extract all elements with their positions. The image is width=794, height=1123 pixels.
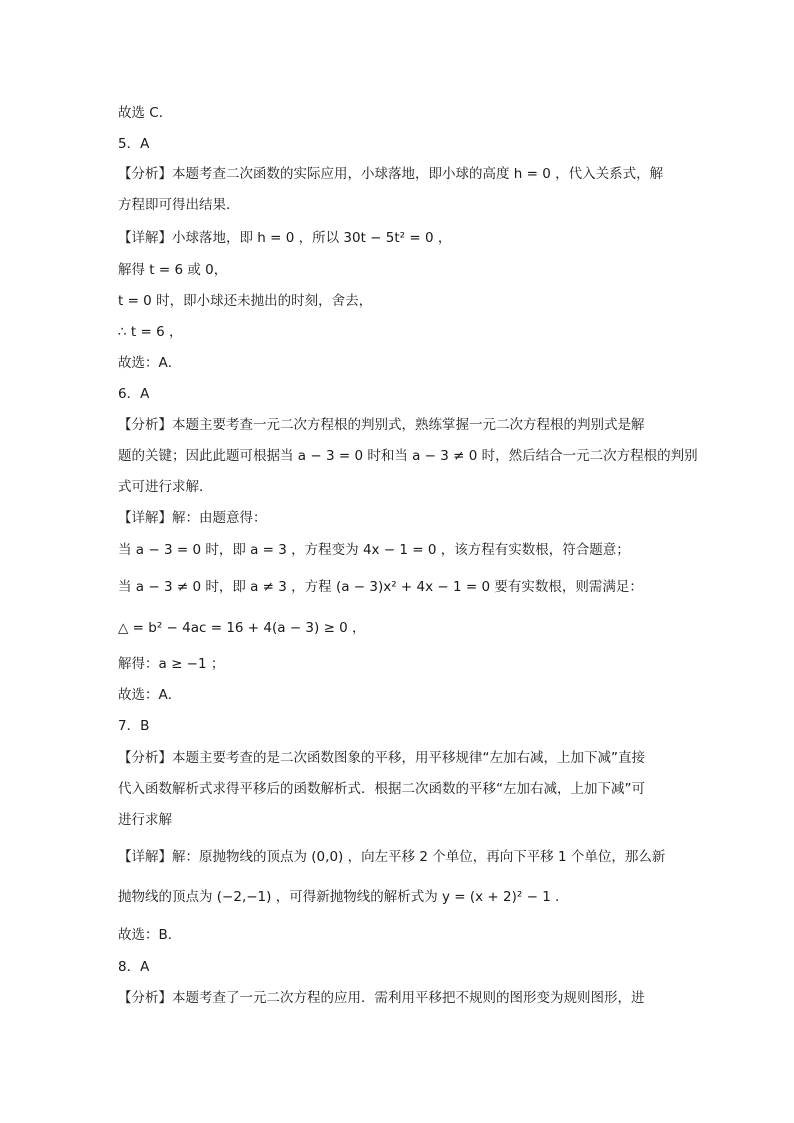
solution-line: 抛物线的顶点为 (−2,−1) ，可得新抛物线的解析式为 y = (x + 2)² − 1 ． bbox=[118, 889, 569, 905]
solution-line: ∴ t = 6 ， bbox=[118, 324, 183, 340]
analysis-line: 式可进行求解． bbox=[118, 479, 213, 495]
solution-line: 解得：a ≥ −1 ； bbox=[118, 656, 225, 672]
question-number: 5．A bbox=[118, 136, 150, 152]
text-line: 故选 C． bbox=[118, 105, 173, 121]
solution-line: 【详解】小球落地，即 h = 0 ，所以 30t − 5t² = 0 ， bbox=[118, 230, 452, 246]
analysis-line: 【分析】本题主要考查的是二次函数图象的平移，用平移规律“左加右减，上加下减”直接 bbox=[118, 750, 645, 766]
solution-line: t = 0 时，即小球还未抛出的时刻，舍去， bbox=[118, 293, 373, 309]
analysis-line: 【分析】本题主要考查一元二次方程根的判别式，熟练掌握一元二次方程根的判别式是解 bbox=[118, 417, 645, 433]
text-line: 故选：A． bbox=[118, 355, 182, 371]
question-number: 7．B bbox=[118, 718, 150, 734]
analysis-line: 【分析】本题考查二次函数的实际应用，小球落地，即小球的高度 h = 0 ，代入关系式，解 bbox=[118, 166, 664, 182]
math-formula: △ = b² − 4ac = 16 + 4(a − 3) ≥ 0 ， bbox=[118, 620, 366, 636]
text-line: 故选：B． bbox=[118, 927, 182, 943]
analysis-line: 题的关键；因此此题可根据当 a − 3 = 0 时和当 a − 3 ≠ 0 时，然后结合一元二次方程根的判别 bbox=[118, 448, 698, 464]
solution-line: 解得 t = 6 或 0， bbox=[118, 262, 228, 278]
solution-line: 当 a − 3 ≠ 0 时，即 a ≠ 3 ，方程 (a − 3)x² + 4x − 1 = 0 要有实数根，则需满足： bbox=[118, 579, 643, 595]
analysis-line: 代入函数解析式求得平移后的函数解析式．根据二次函数的平移“左加右减，上加下减”可 bbox=[118, 781, 645, 797]
analysis-line: 进行求解 bbox=[118, 812, 172, 828]
solution-line: 【详解】解：由题意得： bbox=[118, 510, 267, 526]
question-number: 8．A bbox=[118, 959, 150, 975]
analysis-line: 方程即可得出结果． bbox=[118, 197, 240, 213]
question-number: 6．A bbox=[118, 386, 150, 402]
solution-line: 【详解】解：原抛物线的顶点为 (0,0) ，向左平移 2 个单位，再向下平移 1 个单位，那么新 bbox=[118, 849, 666, 865]
text-line: 故选：A． bbox=[118, 687, 182, 703]
analysis-line: 【分析】本题考查了一元二次方程的应用．需利用平移把不规则的图形变为规则图形，进 bbox=[118, 990, 645, 1006]
solution-line: 当 a − 3 = 0 时，即 a = 3 ，方程变为 4x − 1 = 0 ，该方程有实数根，符合题意； bbox=[118, 542, 630, 558]
